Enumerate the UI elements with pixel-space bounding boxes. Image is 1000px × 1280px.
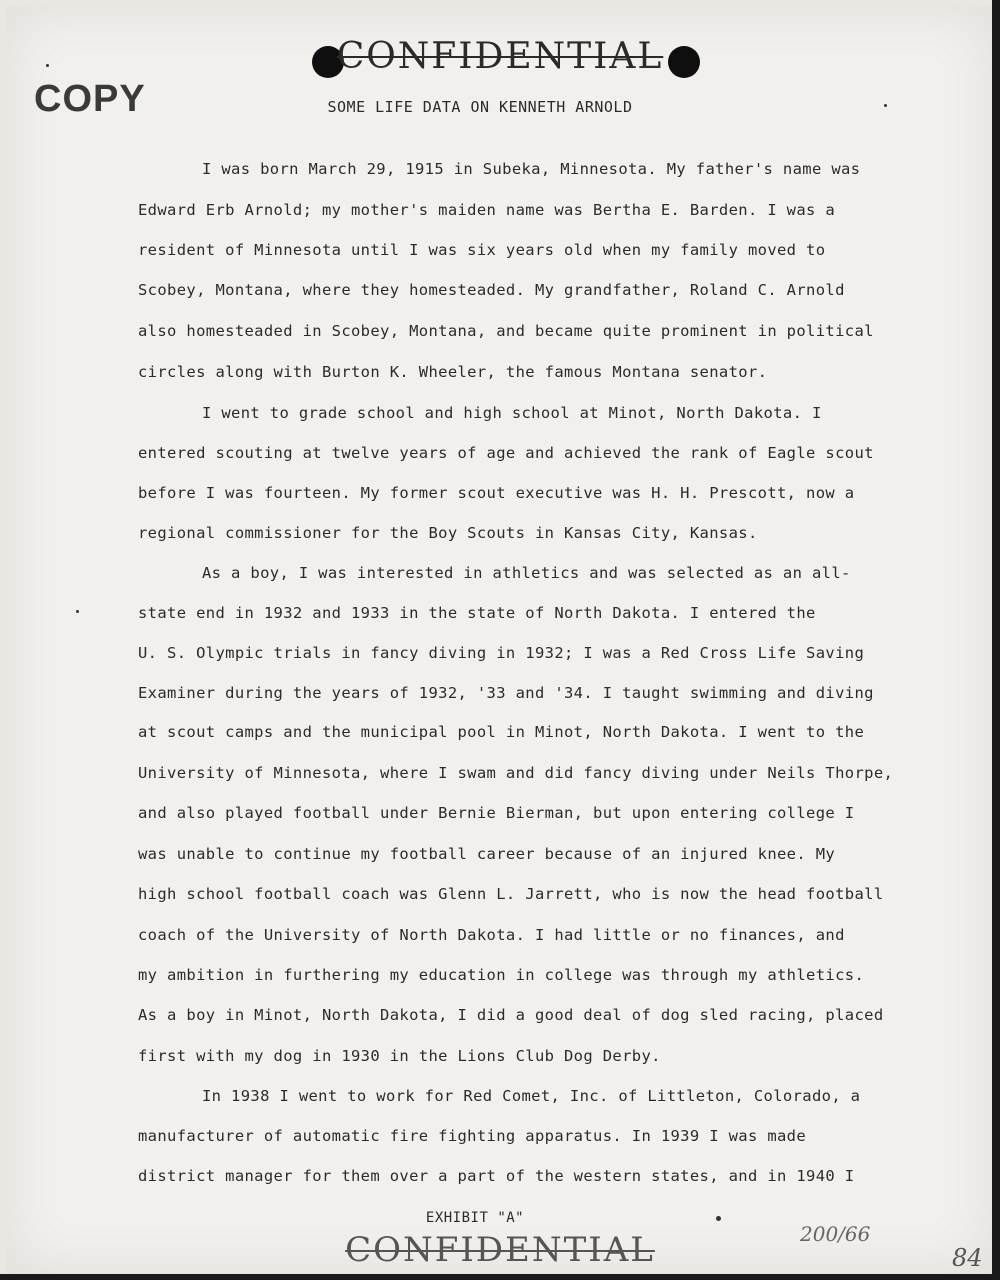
body-line: district manager for them over a part of the western states, and in 1940 I [138,1167,855,1185]
scan-edge-bottom [0,1274,1000,1280]
scan-speck [716,1216,721,1221]
confidential-text: CONFIDENTIAL [336,36,664,77]
body-line: entered scouting at twelve years of age and achieved the rank of Eagle scout [138,444,874,462]
body-line: first with my dog in 1930 in the Lions Club Dog Derby. [138,1047,661,1065]
body-line: also homesteaded in Scobey, Montana, and became quite prominent in political [138,322,874,340]
body-line: manufacturer of automatic fire fighting apparatus. In 1939 I was made [138,1127,807,1145]
body-line: circles along with Burton K. Wheeler, the famous Montana senator. [138,363,768,381]
body-line: state end in 1932 and 1933 in the state of North Dakota. I entered the [138,604,816,622]
document-title: SOME LIFE DATA ON KENNETH ARNOLD [327,98,633,116]
body-line: at scout camps and the municipal pool in Minot, North Dakota. I went to the [138,723,865,741]
confidential-stamp-bottom [0,1230,1000,1270]
body-line: U. S. Olympic trials in fancy diving in 1932; I was a Red Cross Life Saving [138,644,865,662]
scan-edge-right [992,0,1000,1280]
body-line: I went to grade school and high school at Minot, North Dakota. I [202,404,822,422]
body-line: As a boy, I was interested in athletics and was selected as an all- [202,564,851,582]
body-line: Scobey, Montana, where they homesteaded. My grandfather, Roland C. Arnold [138,281,845,299]
page-number: 84 [952,1244,983,1272]
copy-stamp: COPY [34,78,146,120]
body-line: In 1938 I went to work for Red Comet, Inc. of Littleton, Colorado, a [202,1087,861,1105]
scan-speck [884,104,887,107]
handwritten-note: 200/66 [800,1222,871,1246]
body-line: before I was fourteen. My former scout executive was H. H. Prescott, now a [138,484,855,502]
body-line: high school football coach was Glenn L. Jarrett, who is now the head football [138,885,884,903]
scan-speck [76,610,79,613]
scan-speck [46,64,49,67]
body-line: I was born March 29, 1915 in Subeka, Minnesota. My father's name was [202,160,861,178]
body-line: As a boy in Minot, North Dakota, I did a good deal of dog sled racing, placed [138,1006,884,1024]
body-line: Examiner during the years of 1932, '33 and '34. I taught swimming and diving [138,684,874,702]
body-line: regional commissioner for the Boy Scouts in Kansas City, Kansas. [138,524,758,542]
body-line: coach of the University of North Dakota. I had little or no finances, and [138,926,845,944]
body-line: Edward Erb Arnold; my mother's maiden name was Bertha E. Barden. I was a [138,201,836,219]
confidential-stamp-top [0,36,1000,77]
body-line: was unable to continue my football career because of an injured knee. My [138,845,836,863]
exhibit-label: EXHIBIT "A" [425,1210,525,1226]
body-line: University of Minnesota, where I swam and did fancy diving under Neils Thorpe, [138,764,894,782]
document-page [6,6,994,1274]
body-line: resident of Minnesota until I was six years old when my family moved to [138,241,826,259]
body-line: and also played football under Bernie Bierman, but upon entering college I [138,804,855,822]
body-line: my ambition in furthering my education in college was through my athletics. [138,966,865,984]
confidential-text: CONFIDENTIAL [345,1230,655,1270]
